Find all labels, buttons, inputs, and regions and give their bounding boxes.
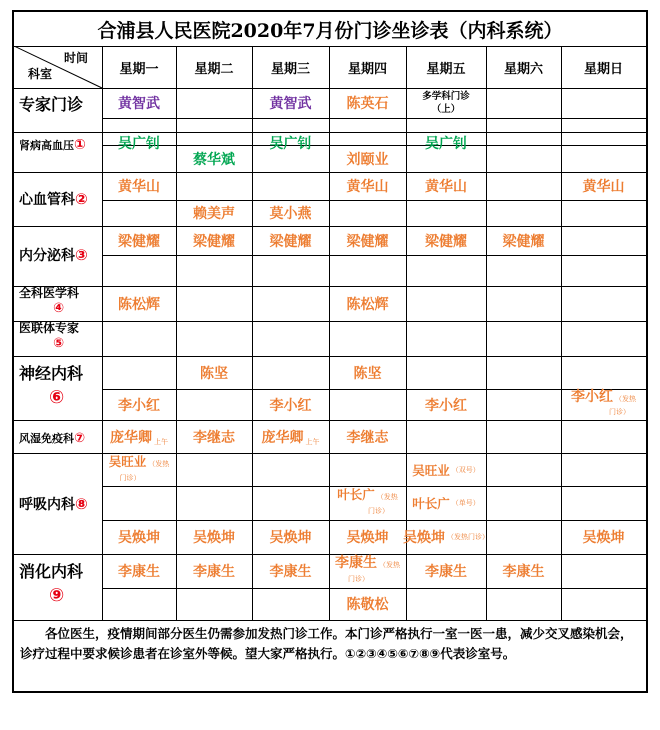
corner-dept-label: 科室 <box>28 67 53 81</box>
doctor-cell <box>252 420 329 453</box>
room-number: ⑧ <box>75 494 88 513</box>
doctor-cell: 李康生 <box>269 564 312 580</box>
grid-line <box>102 255 646 256</box>
dept-label: 呼吸内科 <box>19 496 75 513</box>
grid-line <box>14 620 646 621</box>
am-note: 上午 <box>305 438 320 446</box>
doctor-cell-fever <box>102 453 176 486</box>
doctor-cell: 吴广钊 <box>269 136 312 152</box>
fever-note: 门诊） <box>368 507 389 515</box>
doctor-cell: 吴焕坤 <box>346 530 389 546</box>
room-number: ⑨ <box>49 585 65 606</box>
doctor-name: 叶长广 <box>412 496 450 511</box>
header-wednesday: 星期三 <box>270 61 310 77</box>
fever-note: （发热门诊） <box>447 533 489 541</box>
fever-note: 门诊） <box>119 473 141 482</box>
doctor-cell: 陈坚 <box>200 365 228 382</box>
page-title: 合浦县人民医院2020年7月份门诊坐诊表（内科系统） <box>14 12 646 47</box>
am-note: 上午 <box>154 438 168 446</box>
room-number: ④ <box>53 301 65 316</box>
doctor-cell: 李康生 <box>425 564 467 580</box>
doctor-name: 吴旺业 <box>412 462 450 478</box>
fever-note: （发热 <box>379 561 400 569</box>
doctor-cell: 陈坚 <box>353 365 382 382</box>
header-sunday: 星期日 <box>583 61 623 77</box>
doctor-cell: 李继志 <box>346 429 389 446</box>
dept-label: 全科医学科 <box>19 286 80 300</box>
multi-clinic-sub: （上） <box>431 104 461 115</box>
room-number: ⑦ <box>74 430 86 446</box>
doctor-cell: 黄华山 <box>346 179 389 195</box>
doctor-cell: 陈英石 <box>346 96 389 112</box>
doctor-cell: 梁健耀 <box>425 233 467 250</box>
doctor-cell: 梁健耀 <box>502 233 545 250</box>
doctor-cell: 吴广钊 <box>425 136 467 152</box>
dept-expert-clinic: 专家门诊 <box>19 94 84 114</box>
doctor-cell: 莫小燕 <box>269 206 312 222</box>
dept-label: 内分泌科 <box>19 248 75 264</box>
corner-time-label: 时间 <box>64 51 89 65</box>
doctor-cell: 黄华山 <box>118 179 160 195</box>
header-thursday: 星期四 <box>347 61 387 77</box>
doctor-cell: 梁健耀 <box>193 233 235 250</box>
doctor-cell: 黄智武 <box>118 96 160 112</box>
doctor-cell: 李继志 <box>193 429 235 446</box>
header-tuesday: 星期二 <box>194 61 234 77</box>
dept-rheumatology <box>14 426 102 450</box>
doctor-cell-fever <box>329 554 406 588</box>
doctor-cell: 李小红 <box>425 397 467 414</box>
dept-neurology <box>14 362 102 420</box>
dept-nephrology <box>14 132 102 158</box>
doctor-cell: 李小红 <box>269 397 312 414</box>
dept-label: 肾病高血压 <box>19 139 74 152</box>
dept-label: 风湿免疫科 <box>19 432 74 445</box>
doctor-name: 庞华卿 <box>110 430 152 446</box>
header-saturday: 星期六 <box>503 61 543 77</box>
room-number: ③ <box>75 246 88 264</box>
room-number: ② <box>75 190 88 208</box>
doctor-cell: 吴焕坤 <box>118 530 160 546</box>
doctor-cell-fever <box>329 486 406 520</box>
doctor-cell: 陈松辉 <box>346 296 389 313</box>
odd-even-note: （单号） <box>451 499 480 507</box>
dept-medical-alliance <box>14 321 102 356</box>
doctor-cell: 梁健耀 <box>269 233 312 250</box>
doctor-name: 庞华卿 <box>261 430 304 446</box>
dept-label: 神经内科 <box>19 364 84 383</box>
doctor-cell: 黄华山 <box>425 179 467 195</box>
doctor-cell: 李小红 <box>118 397 160 414</box>
doctor-name: 李小红 <box>571 388 613 405</box>
dept-gastroenterology <box>14 560 102 618</box>
doctor-name: 李康生 <box>335 555 377 571</box>
schedule-sheet <box>12 10 648 693</box>
odd-even-note: （双号） <box>451 465 480 474</box>
doctor-name: 吴焕坤 <box>403 530 445 546</box>
doctor-cell <box>406 486 486 520</box>
fever-note: （发热 <box>148 459 170 468</box>
fever-note: 门诊） <box>609 407 630 416</box>
doctor-cell: 黄华山 <box>582 179 625 195</box>
dept-label: 医联体专家 <box>19 321 80 335</box>
header-friday: 星期五 <box>426 61 466 77</box>
header-monday: 星期一 <box>119 61 159 77</box>
doctor-cell: 李康生 <box>193 564 235 580</box>
doctor-cell: 李康生 <box>502 564 545 580</box>
doctor-cell: 陈松辉 <box>118 296 160 313</box>
doctor-name: 叶长广 <box>337 487 375 502</box>
notice-text: 各位医生，疫情期间部分医生仍需参加发热门诊工作。本门诊严格执行一室一医一患，减少交叉感染机会，诊疗过程中要求候诊患者在诊室外等候。望大家严格执行。①②③④⑤⑥⑦⑧⑨代表诊室号。 <box>20 626 633 661</box>
doctor-cell: 刘颐业 <box>346 151 389 168</box>
doctor-cell-fever <box>561 389 646 420</box>
dept-general-medicine <box>14 286 102 321</box>
doctor-cell <box>102 420 176 453</box>
room-number: ⑤ <box>53 336 65 351</box>
doctor-cell <box>406 453 486 486</box>
doctor-cell: 梁健耀 <box>346 233 389 250</box>
room-number: ① <box>74 137 86 153</box>
doctor-cell: 陈敬松 <box>346 597 389 613</box>
doctor-cell: 吴焕坤 <box>582 530 625 546</box>
room-number: ⑥ <box>49 387 65 408</box>
grid-line <box>102 118 646 119</box>
doctor-cell: 李康生 <box>118 564 160 580</box>
dept-label: 消化内科 <box>19 562 84 581</box>
fever-note: （发热 <box>376 493 398 501</box>
grid-line <box>14 321 646 322</box>
doctor-name: 吴旺业 <box>108 453 147 469</box>
doctor-cell: 吴广钊 <box>118 136 160 152</box>
doctor-cell-fever <box>403 520 489 554</box>
dept-label: 心血管科 <box>19 192 75 208</box>
doctor-cell: 赖美声 <box>193 206 235 222</box>
fever-note: 门诊） <box>348 575 369 583</box>
doctor-cell: 梁健耀 <box>118 233 160 250</box>
multi-clinic-label: 多学科门诊 <box>422 91 470 102</box>
doctor-cell: 吴焕坤 <box>193 530 235 546</box>
doctor-cell: 吴焕坤 <box>269 530 312 546</box>
dept-cardiology <box>14 172 102 226</box>
fever-note: （发热 <box>615 394 636 403</box>
dept-respiratory <box>14 453 102 554</box>
doctor-cell: 蔡华斌 <box>193 151 235 168</box>
dept-endocrinology <box>14 240 102 270</box>
multi-clinic-cell <box>406 88 486 132</box>
doctor-cell: 黄智武 <box>269 96 312 112</box>
